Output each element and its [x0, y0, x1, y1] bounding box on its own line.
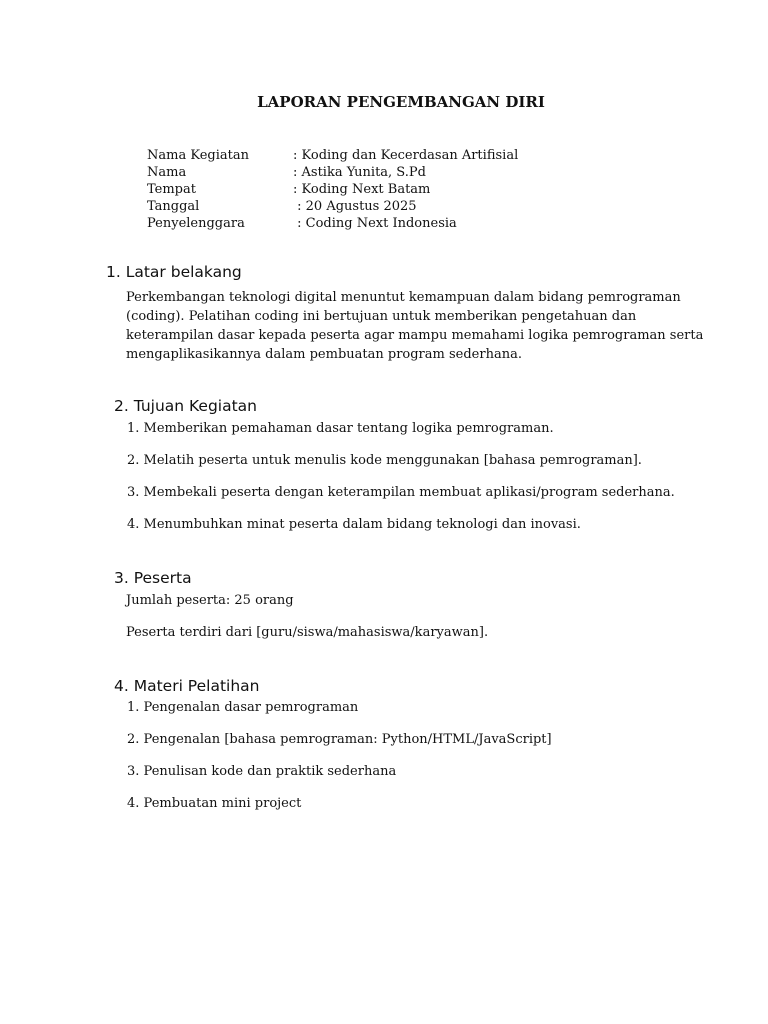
info-row-penyelenggara — [147, 215, 457, 232]
list-item: Jumlah peserta: 25 orang — [126, 593, 294, 608]
info-row-nama — [147, 164, 426, 181]
list-item: 3. Membekali peserta dengan keterampilan membuat aplikasi/program sederhana. — [127, 485, 675, 500]
list-item: 1. Memberikan pemahaman dasar tentang logika pemrograman. — [127, 421, 554, 436]
section-heading-tujuan-kegiatan: 2. Tujuan Kegiatan — [114, 397, 258, 415]
info-row-tempat — [147, 181, 430, 198]
info-value: : Koding dan Kecerdasan Artifisial — [293, 148, 519, 163]
info-label: Tempat — [147, 182, 196, 197]
section-paragraph-latar-belakang — [126, 288, 704, 364]
section-heading-materi-pelatihan: 4. Materi Pelatihan — [114, 677, 260, 695]
list-item: 1. Pengenalan dasar pemrograman — [127, 700, 359, 715]
info-label: Nama Kegiatan — [147, 148, 249, 163]
paragraph-line: keterampilan dasar kepada peserta agar mampu memahami logika pemrograman serta — [126, 328, 704, 343]
info-value: : Coding Next Indonesia — [293, 216, 457, 231]
info-row-nama-kegiatan — [147, 147, 518, 164]
info-label: Nama — [147, 165, 187, 180]
info-label: Tanggal — [147, 199, 200, 214]
info-value: : 20 Agustus 2025 — [293, 199, 417, 214]
paragraph-line: Perkembangan teknologi digital menuntut kemampuan dalam bidang pemrograman — [126, 290, 681, 305]
list-item: Peserta terdiri dari [guru/siswa/mahasiswa/karyawan]. — [126, 625, 489, 640]
info-value: : Astika Yunita, S.Pd — [293, 165, 426, 180]
paragraph-line: (coding). Pelatihan coding ini bertujuan untuk memberikan pengetahuan dan — [126, 309, 637, 324]
list-item: 3. Penulisan kode dan praktik sederhana — [127, 764, 397, 779]
section-heading-peserta: 3. Peserta — [114, 569, 192, 587]
section-heading-latar-belakang: 1. Latar belakang — [106, 263, 242, 281]
paragraph-line: mengaplikasikannya dalam pembuatan program sederhana. — [126, 347, 522, 362]
info-value: : Koding Next Batam — [293, 182, 431, 197]
list-item: 4. Menumbuhkan minat peserta dalam bidang teknologi dan inovasi. — [127, 517, 581, 532]
document-title: LAPORAN PENGEMBANGAN DIRI — [257, 93, 545, 111]
info-label: Penyelenggara — [147, 216, 245, 231]
list-item: 2. Pengenalan [bahasa pemrograman: Python/HTML/JavaScript] — [127, 732, 552, 747]
list-item: 4. Pembuatan mini project — [127, 796, 302, 811]
info-row-tanggal — [147, 198, 417, 215]
list-item: 2. Melatih peserta untuk menulis kode menggunakan [bahasa pemrograman]. — [127, 453, 642, 468]
